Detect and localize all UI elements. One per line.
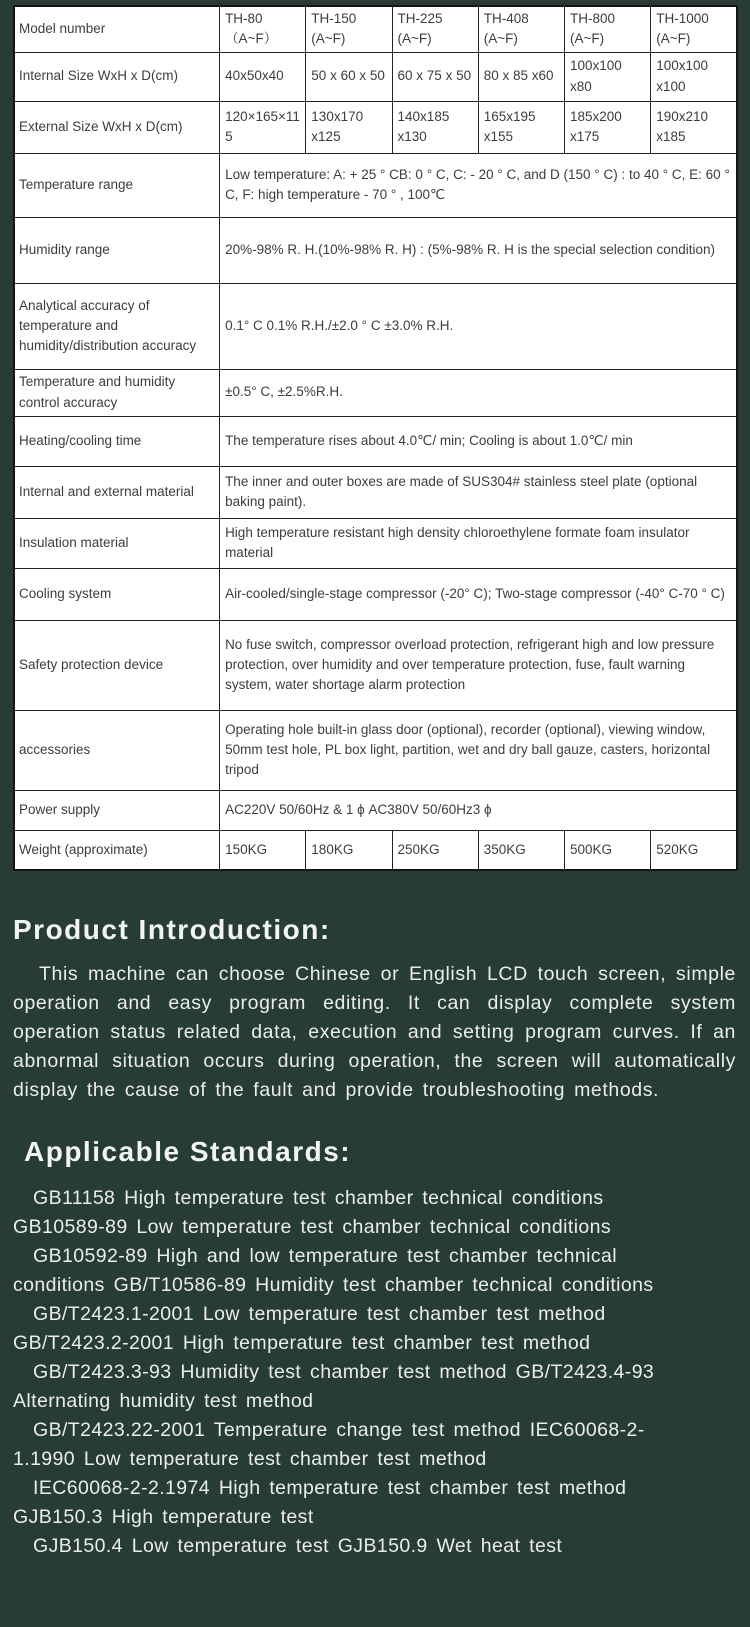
spec-cell: No fuse switch, compressor overload protection, refrigerant high and low pressure protection, over humidity and over temperature protection, fuse, fault warning system, water shortage alarm protection: [220, 620, 737, 710]
table-row-accessories: [14, 710, 737, 790]
spec-cell: 100x100 x80: [565, 52, 651, 101]
row-label: Analytical accuracy of temperature and humidity/distribution accuracy: [14, 283, 220, 369]
row-label: accessories: [14, 710, 220, 790]
spec-cell: 180KG: [306, 830, 392, 870]
table-row-internal-size: [14, 52, 737, 101]
standards-line: GB/T2423.3-93 Humidity test chamber test method GB/T2423.4-93: [33, 1361, 655, 1383]
spec-cell: TH-1000 (A~F): [651, 6, 737, 52]
table-row-power-supply: [14, 790, 737, 830]
standards-list: [13, 1184, 744, 1561]
spec-cell: TH-408 (A~F): [478, 6, 564, 52]
table-row-safety-protection: [14, 620, 737, 710]
spec-cell: 100x100 x100: [651, 52, 737, 101]
product-description-section: [0, 888, 750, 1561]
row-label: External Size WxH x D(cm): [14, 101, 220, 153]
spec-cell: TH-150 (A~F): [306, 6, 392, 52]
spec-table: [13, 5, 738, 871]
spec-cell: High temperature resistant high density chloroethylene formate foam insulator material: [220, 518, 737, 568]
table-row-model-number: [14, 6, 737, 52]
spec-cell: 165x195 x155: [478, 101, 564, 153]
standards-line: GB/T2423.22-2001 Temperature change test method IEC60068-2-: [33, 1419, 645, 1441]
row-label: Safety protection device: [14, 620, 220, 710]
applicable-standards-heading: Applicable Standards:: [24, 1136, 352, 1167]
spec-cell: 50 x 60 x 50: [306, 52, 392, 101]
spec-cell: 185x200 x175: [565, 101, 651, 153]
standards-line: Alternating humidity test method: [13, 1390, 314, 1412]
table-row-analytical-accuracy: [14, 283, 737, 369]
row-label: Internal and external material: [14, 466, 220, 518]
spec-cell: 0.1° C 0.1% R.H./±2.0 ° C ±3.0% R.H.: [220, 283, 737, 369]
spec-cell: ±0.5° C, ±2.5%R.H.: [220, 369, 737, 416]
standards-line: GB/T2423.1-2001 Low temperature test chamber test method: [33, 1303, 606, 1325]
spec-cell: 190x210 x185: [651, 101, 737, 153]
table-row-external-size: [14, 101, 737, 153]
row-label: Internal Size WxH x D(cm): [14, 52, 220, 101]
row-label: Model number: [14, 6, 220, 52]
spec-cell: Air-cooled/single-stage compressor (-20° C); Two-stage compressor (-40° C-70 ° C): [220, 568, 737, 620]
spec-cell: 250KG: [392, 830, 478, 870]
table-row-cooling-system: [14, 568, 737, 620]
standards-line: GJB150.3 High temperature test: [13, 1506, 314, 1528]
spec-cell: AC220V 50/60Hz & 1 ϕ AC380V 50/60Hz3 ϕ: [220, 790, 737, 830]
row-label: Insulation material: [14, 518, 220, 568]
standards-line: GB10589-89 Low temperature test chamber technical conditions: [13, 1216, 612, 1238]
spec-cell: Low temperature: A: + 25 ° CB: 0 ° C, C: - 20 ° C, and D (150 ° C) : to 40 ° C, E: 60 ° C, F: high temperature - 70 ° , 100℃: [220, 153, 737, 217]
row-label: Temperature and humidity control accuracy: [14, 369, 220, 416]
spec-cell: 150KG: [220, 830, 306, 870]
standards-line: GB10592-89 High and low temperature test chamber technical: [33, 1245, 618, 1267]
row-label: Heating/cooling time: [14, 416, 220, 466]
table-row-material: [14, 466, 737, 518]
product-introduction-heading: Product Introduction:: [13, 914, 331, 945]
row-label: Temperature range: [14, 153, 220, 217]
spec-cell: 520KG: [651, 830, 737, 870]
table-row-insulation-material: [14, 518, 737, 568]
spec-cell: The temperature rises about 4.0℃/ min; Cooling is about 1.0℃/ min: [220, 416, 737, 466]
spec-cell: 40x50x40: [220, 52, 306, 101]
standards-line: GJB150.4 Low temperature test GJB150.9 Wet heat test: [33, 1535, 563, 1557]
spec-cell: 80 x 85 x60: [478, 52, 564, 101]
product-introduction-text: This machine can choose Chinese or English LCD touch screen, simple operation and easy program editing. It can display complete system operation status related data, execution and setting program curves. If an abnormal situation occurs during operation, the screen will automatically display the cause of the fault and provide troubleshooting methods.: [13, 963, 736, 1101]
spec-cell: 140x185 x130: [392, 101, 478, 153]
row-label: Weight (approximate): [14, 830, 220, 870]
spec-cell: 20%-98% R. H.(10%-98% R. H) : (5%-98% R. H is the special selection condition): [220, 217, 737, 283]
spec-cell: The inner and outer boxes are made of SUS304# stainless steel plate (optional baking paint).: [220, 466, 737, 518]
row-label: Humidity range: [14, 217, 220, 283]
table-row-control-accuracy: [14, 369, 737, 416]
standards-line: IEC60068-2-2.1974 High temperature test chamber test method: [33, 1477, 627, 1499]
spec-cell: 350KG: [478, 830, 564, 870]
spec-cell: 60 x 75 x 50: [392, 52, 478, 101]
row-label: Cooling system: [14, 568, 220, 620]
table-row-temperature-range: [14, 153, 737, 217]
spec-cell: TH-225 (A~F): [392, 6, 478, 52]
spec-cell: 120×165×115: [220, 101, 306, 153]
standards-line: conditions GB/T10586-89 Humidity test chamber technical conditions: [13, 1274, 654, 1296]
spec-cell: 500KG: [565, 830, 651, 870]
spec-cell: Operating hole built-in glass door (optional), recorder (optional), viewing window, 50mm test hole, PL box light, partition, wet and dry ball gauze, casters, horizontal tripod: [220, 710, 737, 790]
row-label: Power supply: [14, 790, 220, 830]
standards-line: GB/T2423.2-2001 High temperature test chamber test method: [13, 1332, 591, 1354]
standards-line: GB11158 High temperature test chamber technical conditions: [33, 1187, 604, 1209]
table-row-heating-cooling-time: [14, 416, 737, 466]
standards-line: 1.1990 Low temperature test chamber test method: [13, 1448, 487, 1470]
spec-cell: TH-800 (A~F): [565, 6, 651, 52]
table-row-humidity-range: [14, 217, 737, 283]
spec-cell: 130x170 x125: [306, 101, 392, 153]
table-row-weight: [14, 830, 737, 870]
spec-cell: TH-80 （A~F）: [220, 6, 306, 52]
